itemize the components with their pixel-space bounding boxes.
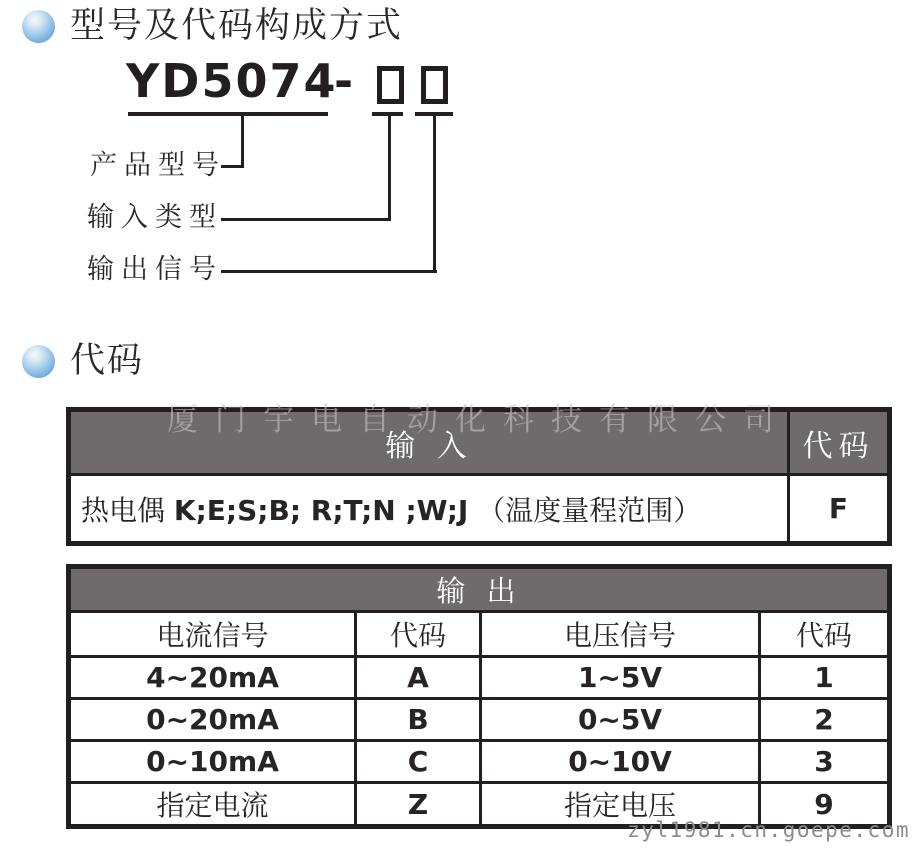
voltage-signal-cell: 1~5V	[481, 657, 760, 699]
output-table-title: 输 出	[69, 567, 890, 612]
connector-output-signal-vertical	[433, 116, 436, 273]
connector-input-type-vertical	[388, 116, 391, 221]
thermocouple-types: K;E;S;B; R;T;N ;W;J	[173, 493, 469, 527]
col-header-current-signal: 电流信号	[69, 612, 356, 657]
thermocouple-label: 热电偶	[81, 493, 174, 527]
connector-output-signal-horizontal	[221, 270, 437, 273]
table-row	[69, 741, 890, 783]
current-code-cell: B	[356, 699, 481, 741]
table-row	[69, 657, 890, 699]
bullet-sphere-icon	[22, 345, 55, 378]
current-signal-cell: 4~20mA	[69, 657, 356, 699]
input-table-header-input: 输 入	[69, 410, 789, 475]
site-watermark: zyl1981.cn.goepe.com	[627, 818, 910, 842]
section-header-model	[22, 7, 403, 46]
thermocouple-note: （温度量程范围）	[468, 493, 702, 527]
thermocouple-code-cell: F	[789, 475, 890, 544]
model-number: YD5074	[126, 54, 338, 108]
table-row	[69, 567, 890, 612]
current-signal-cell: 指定电流	[69, 783, 356, 827]
model-separator: -	[334, 54, 356, 108]
table-row	[69, 410, 890, 475]
col-header-code: 代码	[760, 612, 890, 657]
section-header-code	[22, 342, 144, 381]
table-row	[69, 699, 890, 741]
section-title-code: 代码	[70, 341, 145, 381]
voltage-code-cell: 2	[760, 699, 890, 741]
bullet-sphere-icon	[22, 10, 55, 43]
voltage-signal-cell: 0~5V	[481, 699, 760, 741]
input-table-header-code: 代码	[789, 410, 890, 475]
connector-product-model-vertical	[241, 116, 244, 168]
label-product-model: 产品型号	[90, 150, 226, 181]
label-output-signal: 输出信号	[87, 254, 223, 285]
voltage-code-cell: 9	[760, 783, 890, 827]
company-watermark: 厦门宇电自动化科技有限公司	[167, 402, 791, 438]
output-code-placeholder-box	[421, 66, 448, 104]
table-row	[69, 612, 890, 657]
voltage-code-cell: 1	[760, 657, 890, 699]
label-input-type: 输入类型	[87, 202, 223, 233]
section-title-model: 型号及代码构成方式	[70, 6, 404, 46]
thermocouple-description-cell	[69, 475, 789, 544]
col-header-code: 代码	[356, 612, 481, 657]
connector-input-type-horizontal	[221, 218, 391, 221]
table-row	[69, 475, 890, 544]
voltage-signal-cell: 指定电压	[481, 783, 760, 827]
current-signal-cell: 0~10mA	[69, 741, 356, 783]
current-code-cell: Z	[356, 783, 481, 827]
output-code-table	[66, 564, 892, 829]
current-code-cell: A	[356, 657, 481, 699]
voltage-code-cell: 3	[760, 741, 890, 783]
input-code-placeholder-box	[377, 66, 404, 104]
input-code-table	[66, 407, 892, 546]
model-underline	[128, 112, 328, 116]
col-header-voltage-signal: 电压信号	[481, 612, 760, 657]
model-code-diagram	[0, 55, 920, 305]
voltage-signal-cell: 0~10V	[481, 741, 760, 783]
current-code-cell: C	[356, 741, 481, 783]
current-signal-cell: 0~20mA	[69, 699, 356, 741]
